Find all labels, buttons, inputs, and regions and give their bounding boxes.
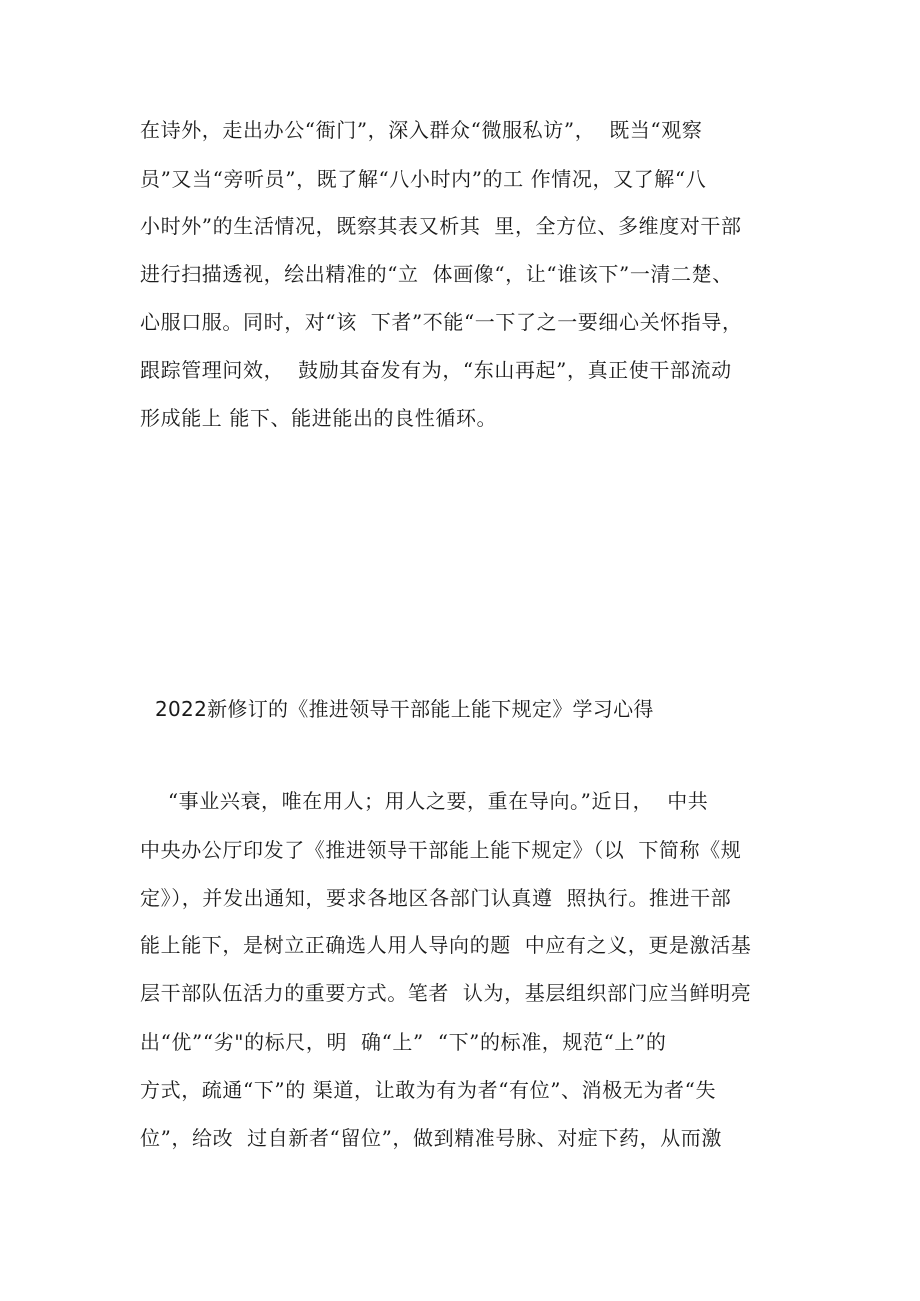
paragraph-line: 进行扫描透视，绘出精准的“立 体画像“，让“谁该下”一清二楚、 bbox=[140, 262, 733, 286]
article-title: 2022新修订的《推进领导干部能上能下规定》学习心得 bbox=[155, 697, 654, 721]
paragraph-line: 小时外”的生活情况，既察其表又析其 里，全方位、多维度对干部 bbox=[140, 214, 742, 238]
paragraph-line: 定》），并发出通知，要求各地区各部门认真遵 照执行。推进干部 bbox=[140, 886, 732, 910]
paragraph-line: 形成能上 能下、能进能出的良性循环。 bbox=[140, 406, 498, 430]
paragraph-line: 能上能下，是树立正确选人用人导向的题 中应有之义，更是激活基 bbox=[140, 933, 752, 957]
paragraph-line: 跟踪管理问效， 鼓励其奋发有为，“东山再起”，真正使干部流动 bbox=[140, 358, 732, 382]
paragraph-line: 心服口服。同时，对“该 下者”不能“一下了之一要细心关怀指导， bbox=[140, 310, 743, 334]
paragraph-line: 在诗外，走出办公“衙门”，深入群众“微服私访”， 既当“观察 bbox=[140, 118, 703, 142]
paragraph-line: 层干部队伍活力的重要方式。笔者 认为，基层组织部门应当鲜明亮 bbox=[140, 981, 752, 1005]
paragraph-line: 员”又当“旁听员”，既了解“八小时内”的工 作情况，又了解“八 bbox=[140, 167, 707, 191]
paragraph-line: “事业兴衰，唯在用人；用人之要，重在导向。”近日， 中共 bbox=[140, 789, 709, 813]
paragraph-line: 出“优”“劣"的标尺，明 确“上” “下”的标准，规范“上”的 bbox=[140, 1030, 667, 1054]
paragraph-line: 位”，给改 过自新者“留位”，做到精准号脉、对症下药，从而激 bbox=[140, 1126, 722, 1150]
paragraph-line: 方式，疏通“下”的 渠道，让敢为有为者“有位”、消极无为者“失 bbox=[140, 1078, 717, 1102]
paragraph-line: 中央办公厅印发了《推进领导干部能上能下规定》（以 下简称《规 bbox=[140, 838, 742, 862]
